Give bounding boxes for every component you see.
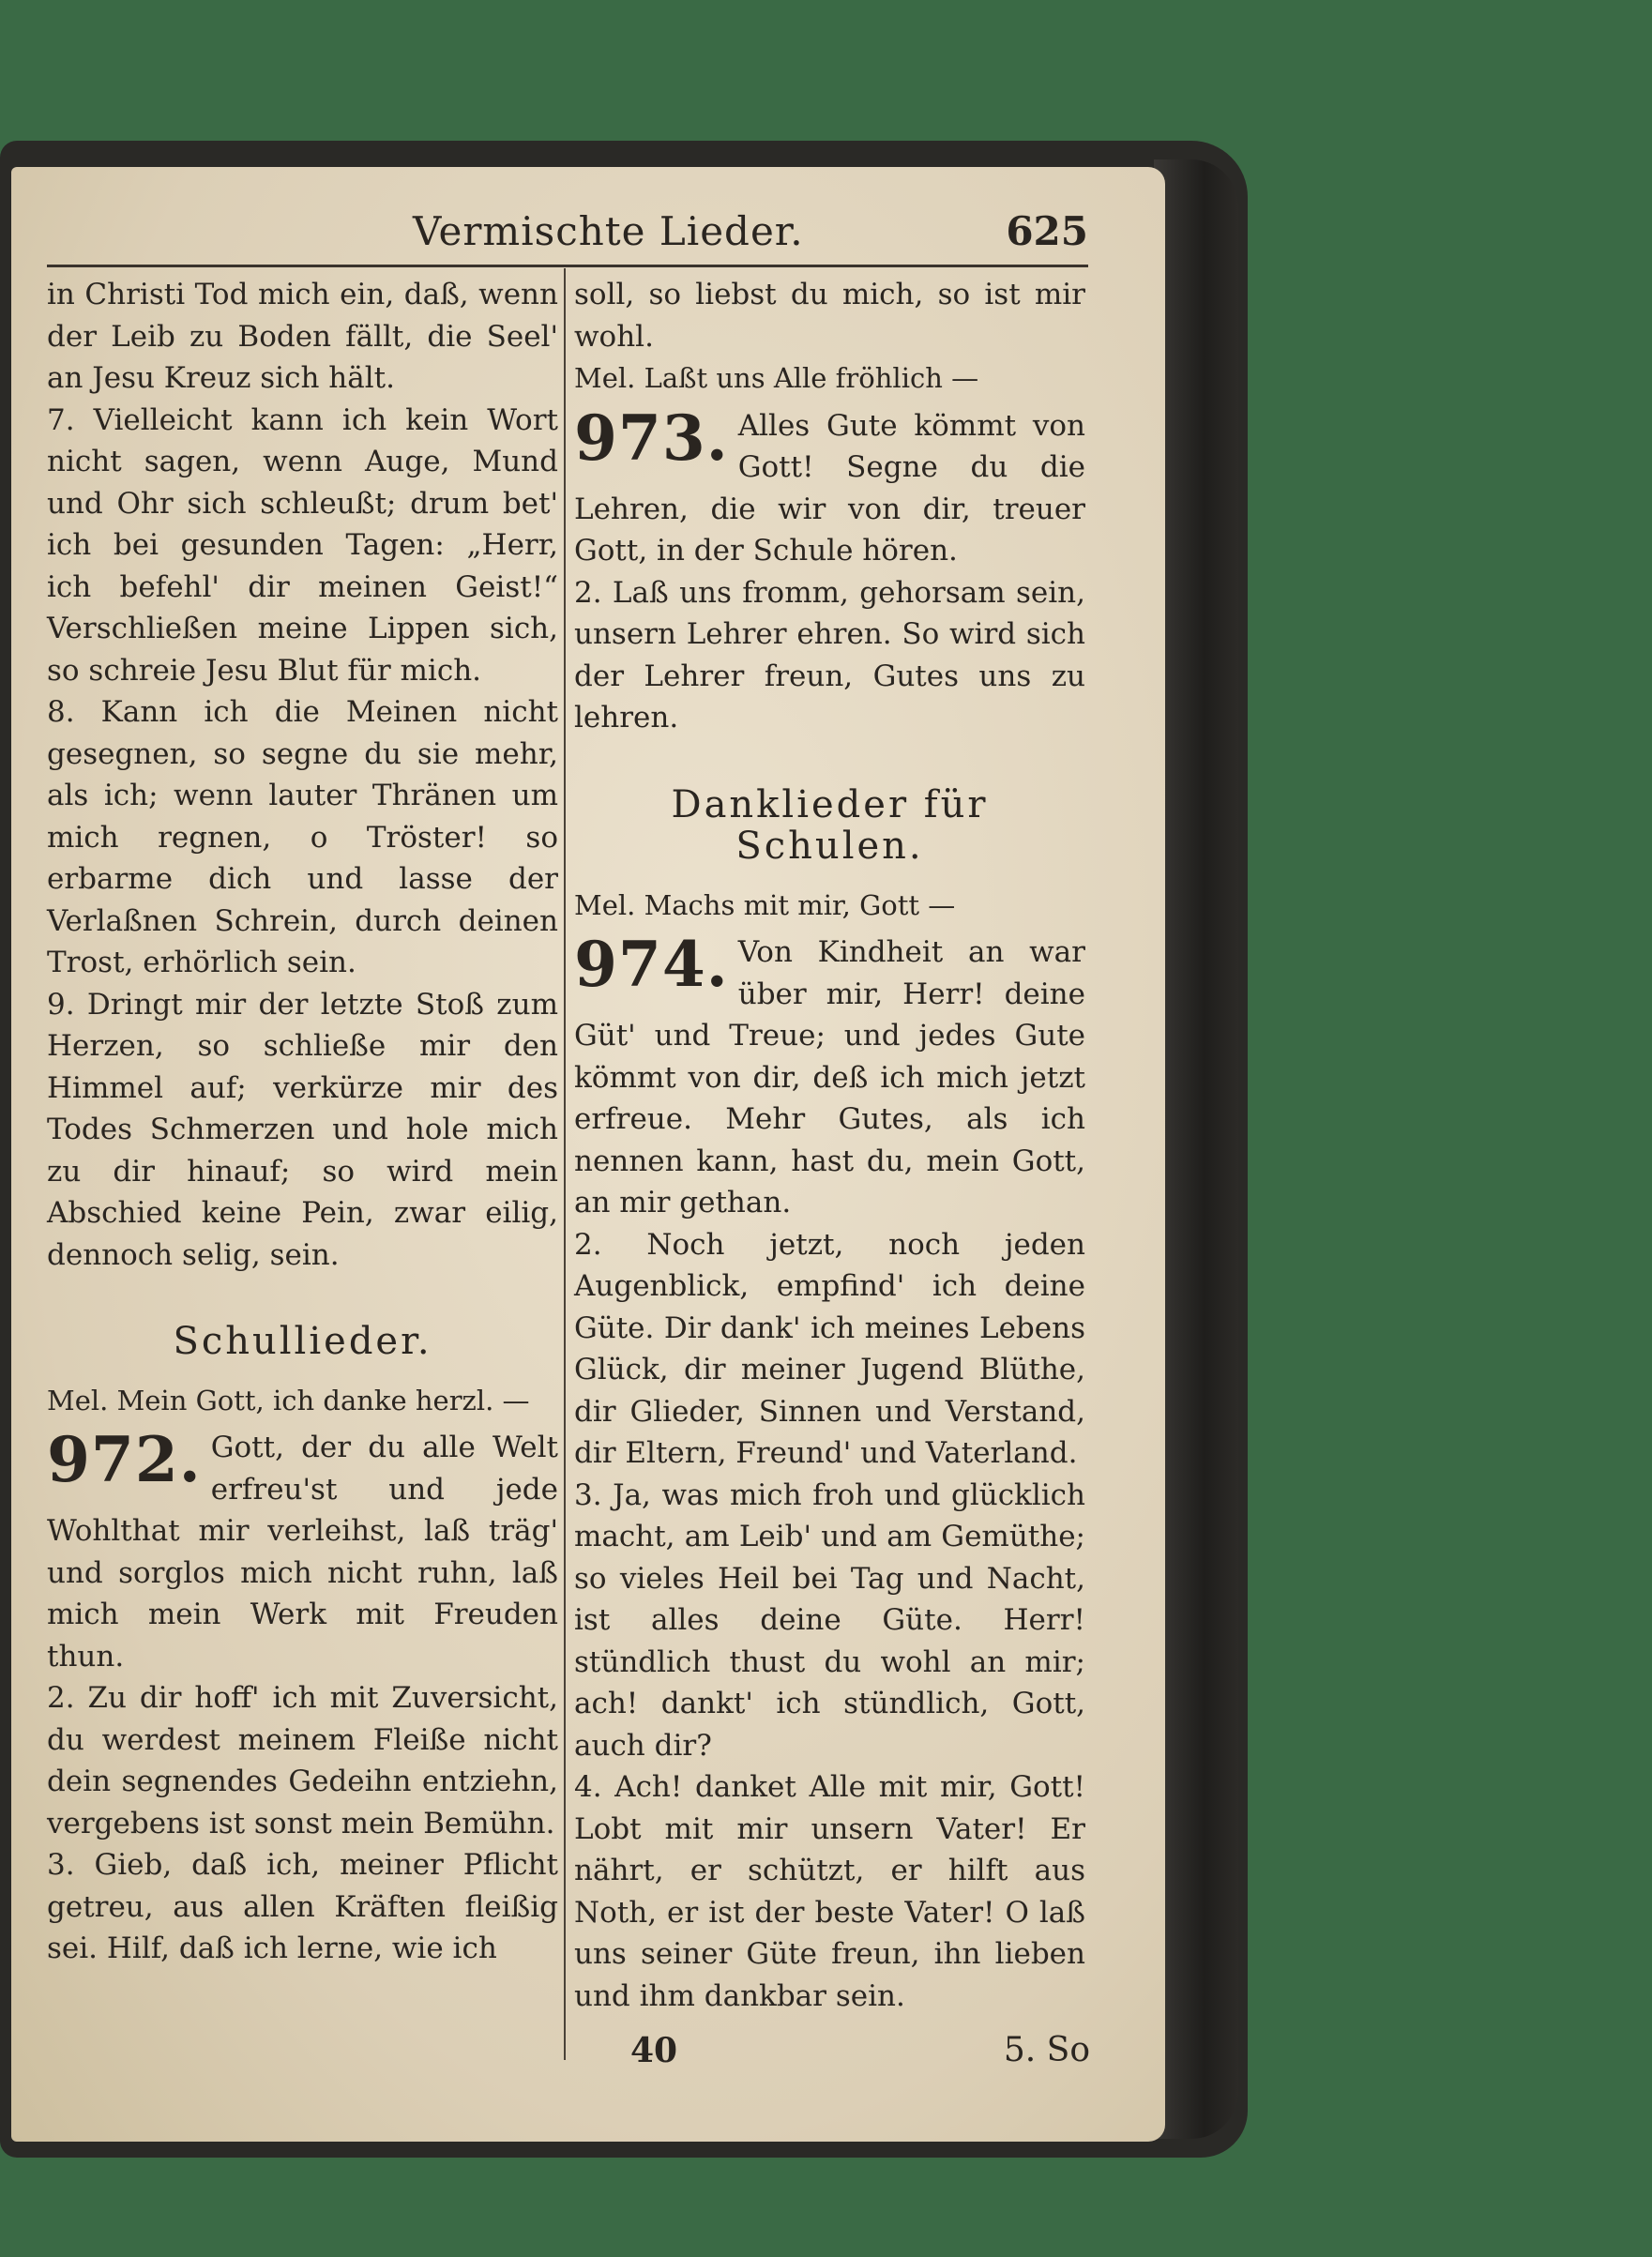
hymn-number-972: 972. <box>47 1423 202 1496</box>
hymn-974 <box>574 928 1085 1224</box>
section-heading-danklieder: Danklieder für Schulen. <box>671 782 989 868</box>
continuation-text: in Christi Tod mich ein, daß, wenn der Leib zu Boden fällt, die Seel' an Jesu Kreuz sich hält. <box>47 278 558 395</box>
section-heading-schullieder: Schullieder. <box>173 1320 432 1363</box>
page-number: 625 <box>1006 208 1088 254</box>
running-title: Vermischte Lieder. <box>413 208 804 254</box>
verse-8: 8. Kann ich die Meinen nicht gesegnen, so segne du sie mehr, als ich; wenn lauter Thränen um mich regnen, o Tröster! so erbarme dich und lasse der Verlaßnen Schrein, durch deinen Trost, erhörlich sein. <box>47 695 558 979</box>
page-footer <box>574 2031 1090 2078</box>
catchword: 5. So <box>1003 2031 1090 2069</box>
verse-7: 7. Vielleicht kann ich kein Wort nicht sagen, wenn Auge, Mund und Ohr sich schleußt; drum bet' ich bei gesunden Tagen: „Herr, ich befehl' dir meinen Geist!“ Verschließen meine Lippen sich, so schreie Jesu Blut für mich. <box>47 402 558 688</box>
melody-972: Mel. Mein Gott, ich danke herzl. — <box>47 1384 530 1416</box>
signature-mark: 40 <box>630 2031 678 2070</box>
page-header <box>47 208 1088 265</box>
hymn-974-verse-2: 2. Noch jetzt, noch jeden Augenblick, empfind' ich deine Güte. Dir dank' ich meines Lebens Glück, dir meiner Jugend Blüthe, dir Glieder, Sinnen und Verstand, dir Eltern, Freund' und Vaterland. <box>574 1227 1085 1470</box>
hymn-974-verse-1: Von Kindheit an war über mir, Herr! deine Güt' und Treue; und jedes Gute kömmt von dir, deß ich mich jetzt erfreue. Mehr Gutes, als ich nennen kann, hast du, mein Gott, an mir gethan. <box>574 935 1085 1219</box>
right-column <box>574 274 1085 2017</box>
verse-9: 9. Dringt mir der letzte Stoß zum Herzen, so schließe mir den Himmel auf; verkürze mir des Todes Schmerzen und hole mich zu dir hinauf; so wird mein Abschied keine Pein, zwar eilig, dennoch selig, sein. <box>47 987 558 1272</box>
hymn-972-verse-2: 2. Zu dir hoff' ich mit Zuversicht, du werdest meinem Fleiße nicht dein segnendes Gedeihn entziehn, vergebens ist sonst mein Bemühn. <box>47 1681 558 1840</box>
header-rule <box>47 265 1088 267</box>
column-divider <box>564 268 566 2060</box>
hymn-972 <box>47 1423 558 1677</box>
melody-973: Mel. Laßt uns Alle fröhlich — <box>574 362 979 394</box>
hymn-973-verse-1: Alles Gute kömmt von Gott! Segne du die Lehren, die wir von dir, treuer Gott, in der Schule hören. <box>574 408 1085 568</box>
hymn-972-verse-1: Gott, der du alle Welt erfreu'st und jede Wohlthat mir verleihst, laß träg' und sorglos mich nicht ruhn, laß mich mein Werk mit Freuden thun. <box>47 1431 558 1674</box>
hymn-974-verse-3: 3. Ja, was mich froh und glücklich macht, am Leib' und am Gemüthe; so vieles Heil bei Tag und Nacht, ist alles deine Güte. Herr! stündlich thust du wohl an mir; ach! dankt' ich stündlich, Gott, auch dir? <box>574 1477 1085 1763</box>
continuation-text-right: soll, so liebst du mich, so ist mir wohl. <box>574 278 1085 354</box>
hymn-973-verse-2: 2. Laß uns fromm, gehorsam sein, unsern Lehrer ehren. So wird sich der Lehrer freun, Gutes uns zu lehren. <box>574 575 1085 735</box>
hymn-number-974: 974. <box>574 928 729 1001</box>
left-column <box>47 274 558 1970</box>
hymn-972-verse-3: 3. Gieb, daß ich, meiner Pflicht getreu, aus allen Kräften fleißig sei. Hilf, daß ich lerne, wie ich <box>47 1848 558 1965</box>
hymn-974-verse-4: 4. Ach! danket Alle mit mir, Gott! Lobt mit mir unsern Vater! Er nährt, er schützt, er hilft aus Noth, er ist der beste Vater! O laß uns seiner Güte freun, ihn lieben und ihm dankbar sein. <box>574 1770 1085 2013</box>
book-spine-edge <box>1154 159 1238 2139</box>
hymn-number-973: 973. <box>574 401 729 475</box>
melody-974: Mel. Machs mit mir, Gott — <box>574 888 956 921</box>
hymn-973 <box>574 401 1085 572</box>
